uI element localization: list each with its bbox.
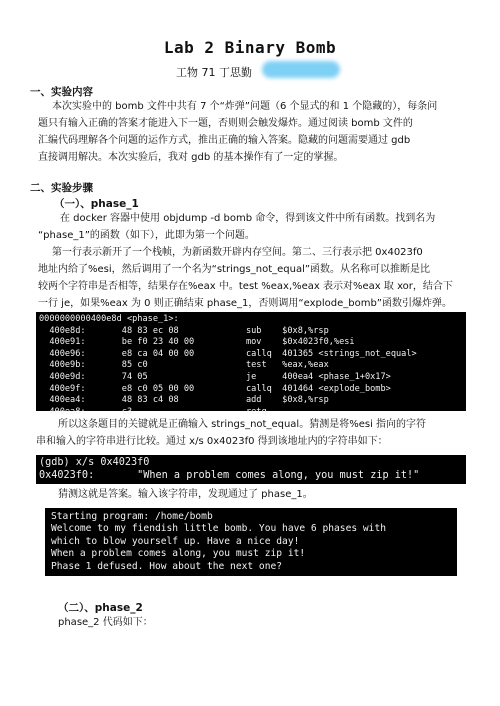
section-content-text (38, 98, 472, 166)
run-line: Phase 1 defused. How about the next one? (51, 560, 283, 572)
asm-listing (36, 312, 466, 417)
run-line: When a problem comes along, you must zip it! (51, 548, 306, 560)
text-line: “phase_1”的函数（如下），此即为第一个问题。 (38, 230, 255, 241)
phase1-reasoning (36, 416, 472, 450)
asm-line: 400e96: e8 ca 04 00 00 callq 401365 <strings_not_equal> (39, 348, 417, 359)
text-line: 第一行表示新开了一个栈帧，为新函数开辟内存空间。第二、三行表示把 0x4023f0 (52, 247, 423, 258)
doc-title: Lab 2 Binary Bomb (163, 38, 337, 57)
asm-line: 400e8d: 48 83 ec 08 sub $0x8,%rsp (39, 325, 329, 336)
asm-line: 400ea8: c3 retq (39, 406, 267, 417)
text-line: 本次实验中的 bomb 文件中共有 7 个“炸弹”问题（6 个显式的和 1 个隐藏的），每条问 (52, 101, 438, 112)
asm-line: 400ea4: 48 83 c4 08 add $0x8,%rsp (39, 395, 329, 406)
text-line: 较两个字符串是否相等，结果存在%eax 中。test %eax,%eax 表示对%eax 取 xor，结合下 (38, 281, 453, 292)
text-line: 所以这条题目的关键就是正确输入 strings_not_equal。猜测是将%esi 指向的字符 (58, 419, 427, 430)
asm-line: 400e9f: e8 c0 05 00 00 callq 401464 <explode_bomb> (39, 383, 391, 394)
asm-line: 0000000000400e8d <phase_1>: (39, 314, 179, 324)
text-line: 题只有输入正确的答案才能进入下一题，否则则会触发爆炸。通过阅读 bomb 文件的 (38, 118, 413, 129)
gdb-line: 0x4023f0: "When a problem comes along, you must zip it!" (39, 470, 420, 481)
author-line: 工物 71 丁思勤 (176, 66, 252, 79)
asm-line: 400e9d: 74 05 je 400ea4 <phase_1+0x17> (39, 371, 391, 382)
section-heading-steps: 二、实验步骤 (30, 182, 93, 194)
subheading-phase1: （一）、phase_1 (54, 198, 139, 210)
gdb-line: (gdb) x/s 0x4023f0 (39, 457, 150, 468)
text-line: 汇编代码理解各个问题的运作方式，推出正确的输入答案。隐藏的问题需要通过 gdb (38, 135, 411, 146)
phase1-analysis (38, 244, 472, 312)
text-line: 串和输入的字符串进行比较。通过 x/s 0x4023f0 得到该地址内的字符串如下： (36, 436, 388, 447)
text-line: 在 docker 容器中使用 objdump -d bomb 命令，得到该文件中所有函数。找到名为 (60, 213, 436, 224)
gdb-output (36, 455, 466, 484)
section-heading-content: 一、实验内容 (30, 86, 93, 98)
text-line: 直接调用解决。本次实验后，我对 gdb 的基本操作有了一定的掌握。 (38, 152, 344, 163)
redaction-mark (262, 61, 340, 78)
asm-line: 400e9b: 85 c0 test %eax,%eax (39, 360, 329, 371)
run-line: which to blow yourself up. Have a nice day! (51, 535, 300, 547)
asm-line: 400e91: be f0 23 40 00 mov $0x4023f0,%esi (39, 337, 355, 348)
text-line: 地址内给了%esi，然后调用了一个名为“strings_not_equal”函数。从名称可以推断是比 (38, 264, 431, 275)
subheading-phase2: （二）、phase_2 (58, 602, 143, 614)
phase2-intro: phase_2 代码如下： (58, 617, 153, 628)
text-line: 一行 je，如果%eax 为 0 则正确结束 phase_1，否则调用“explode_bomb”函数引爆炸弹。 (38, 298, 452, 309)
run-line: Starting program: /home/bomb (51, 511, 213, 522)
phase1-conclusion: 猜测这就是答案。输入该字符串，发现通过了 phase_1。 (58, 489, 313, 500)
program-run-output (45, 508, 457, 576)
run-line: Welcome to my fiendish little bomb. You have 6 phases with (51, 523, 387, 535)
phase1-intro (38, 210, 472, 244)
